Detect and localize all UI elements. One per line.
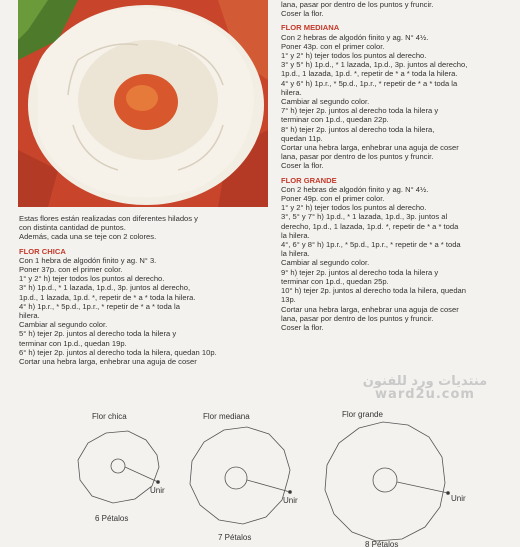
instruction-line: 3° h) 1p.d., * 1 lazada, 1p.d., 3p. juntos al derecho, xyxy=(19,283,191,293)
crochet-flower-illustration xyxy=(18,0,268,207)
instruction-line: Cortar una hebra larga, enhebrar una aguja de coser xyxy=(281,304,459,314)
instruction-line: 6° h) tejer 2p. juntos al derecho toda la hilera, quedan 10p. xyxy=(19,347,217,357)
instruction-line: Cambiar al segundo color. xyxy=(281,97,370,107)
instruction-line: 1° y 2° h) tejer todos los puntos al derecho. xyxy=(281,51,427,61)
instruction-line: 7° h) tejer 2p. juntos al derecho toda la hilera y xyxy=(281,106,439,116)
instruction-line: terminar con 1p.d., quedan 19p. xyxy=(19,338,127,348)
flor-chica-join-label: Unir xyxy=(150,486,165,495)
flower-photo xyxy=(18,0,268,207)
diagram-drawing xyxy=(0,400,520,547)
instruction-line: la hilera. xyxy=(281,230,310,240)
instruction-line: Poner 43p. con el primer color. xyxy=(281,41,385,51)
instruction-line: terminar con 1p.d., quedan 22p. xyxy=(281,115,389,125)
instruction-line: lana, pasar por dentro de los puntos y fruncir. xyxy=(281,152,434,162)
instruction-line: Con 2 hebras de algodón finito y ag. N° 4½. xyxy=(281,32,429,42)
instruction-line: 3°, 5° y 7° h) 1p.d., * 1 lazada, 1p.d., 3p. juntos al xyxy=(281,212,448,222)
join-dot xyxy=(157,481,160,484)
petal-diagrams xyxy=(0,400,520,547)
flor-mediana-diagram xyxy=(190,427,292,524)
instruction-line: 8° h) tejer 2p. juntos al derecho toda la hilera, xyxy=(281,124,435,134)
instruction-line: 1p.d., 1 lazada, 1p.d. *, repetir de * a * toda la hilera. xyxy=(19,292,196,302)
flor-grande-join-label: Unir xyxy=(451,494,466,503)
watermark-url: ward2u.com xyxy=(375,387,475,402)
instruction-line: 4° h) 1p.r., * 5p.d., 1p.r., * repetir de * a * toda la xyxy=(19,301,180,311)
instruction-line: Cambiar al segundo color. xyxy=(281,258,370,268)
flor-chica-petals: 6 Pétalos xyxy=(95,514,129,523)
watermark-arabic: منتديات ورد للفنون xyxy=(362,374,488,389)
instruction-line: 5° h) tejer 2p. juntos al derecho toda la hilera y xyxy=(19,329,177,339)
instruction-line: 4° y 6° h) 1p.r., * 5p.d., 1p.r., * repetir de * a * toda la xyxy=(281,78,458,88)
instruction-line: Cambiar al segundo color. xyxy=(19,320,108,330)
flor-chica-heading: FLOR CHICA xyxy=(19,246,66,256)
intro-line: Estas flores están realizadas con diferentes hilados y xyxy=(19,214,198,223)
flor-grande-title: Flor grande xyxy=(342,410,383,419)
flor-mediana-petals: 7 Pétalos xyxy=(218,533,252,542)
right-column xyxy=(281,0,509,332)
instruction-line: lana, pasar por dentro de los puntos y fruncir. xyxy=(281,0,434,9)
instruction-line: 13p. xyxy=(281,295,296,305)
flor-mediana-title: Flor mediana xyxy=(203,412,250,421)
instruction-line: Con 2 hebras de algodón finito y ag. N° 4½. xyxy=(281,184,429,194)
instruction-line: 9° h) tejer 2p. juntos al derecho toda la hilera y xyxy=(281,267,439,277)
instruction-line: Coser la flor. xyxy=(281,322,324,332)
flor-grande-heading: FLOR GRANDE xyxy=(281,175,337,185)
left-column xyxy=(19,214,274,366)
instruction-line: terminar con 1p.d., quedan 25p. xyxy=(281,276,389,286)
instruction-line: 1p.d., 1 lazada, 1p.d. *, repetir de * a * toda la hilera. xyxy=(281,69,458,79)
instruction-line: Poner 49p. con el primer color. xyxy=(281,194,385,204)
instruction-line: hilera. xyxy=(281,87,302,97)
instruction-line: 3° y 5° h) 1p.d., * 1 lazada, 1p.d., 3p. juntos al derecho, xyxy=(281,60,468,70)
watermark xyxy=(340,374,510,402)
join-dot xyxy=(289,491,292,494)
flor-chica-title: Flor chica xyxy=(92,412,127,421)
instruction-line: lana, pasar por dentro de los puntos y fruncir. xyxy=(281,313,434,323)
flor-mediana-heading: FLOR MEDIANA xyxy=(281,23,340,33)
intro-line: con distinta cantidad de puntos. xyxy=(19,223,126,233)
center-circle xyxy=(111,459,125,473)
instruction-line: 1° y 2° h) tejer todos los puntos al derecho. xyxy=(19,274,165,284)
center-circle xyxy=(225,467,247,489)
join-line xyxy=(397,482,448,493)
flor-grande-petals: 8 Pétalos xyxy=(365,540,399,547)
flor-grande-diagram xyxy=(325,422,450,541)
instruction-line: Cortar una hebra larga, enhebrar una aguja de coser xyxy=(281,143,459,153)
instruction-line: 10° h) tejer 2p. juntos al derecho toda la hilera, quedan xyxy=(281,286,466,296)
instruction-line: hilera. xyxy=(19,311,40,321)
instruction-line: Coser la flor. xyxy=(281,161,324,171)
join-line xyxy=(125,467,158,482)
instruction-line: derecho, 1p.d., 1 lazada, 1p.d. *, repetir de * a * toda xyxy=(281,221,459,231)
instruction-line: Con 1 hebra de algodón finito y ag. N° 3. xyxy=(19,255,157,265)
join-dot xyxy=(447,492,450,495)
instruction-line: Coser la flor. xyxy=(281,9,324,19)
flor-chica-diagram xyxy=(78,431,160,503)
join-line xyxy=(247,480,290,492)
instruction-line: Poner 37p. con el primer color. xyxy=(19,265,123,275)
instruction-line: Cortar una hebra larga, enhebrar una aguja de coser xyxy=(19,357,197,367)
instruction-line: la hilera. xyxy=(281,249,310,259)
flor-mediana-join-label: Unir xyxy=(283,496,298,505)
center-circle xyxy=(373,468,397,492)
instruction-line: quedan 11p. xyxy=(281,133,323,143)
intro-line: Además, cada una se teje con 2 colores. xyxy=(19,232,157,242)
instruction-line: 4°, 6° y 8° h) 1p.r., * 5p.d., 1p.r., * repetir de * a * toda xyxy=(281,240,461,250)
instruction-line: 1° y 2° h) tejer todos los puntos al derecho. xyxy=(281,203,427,213)
